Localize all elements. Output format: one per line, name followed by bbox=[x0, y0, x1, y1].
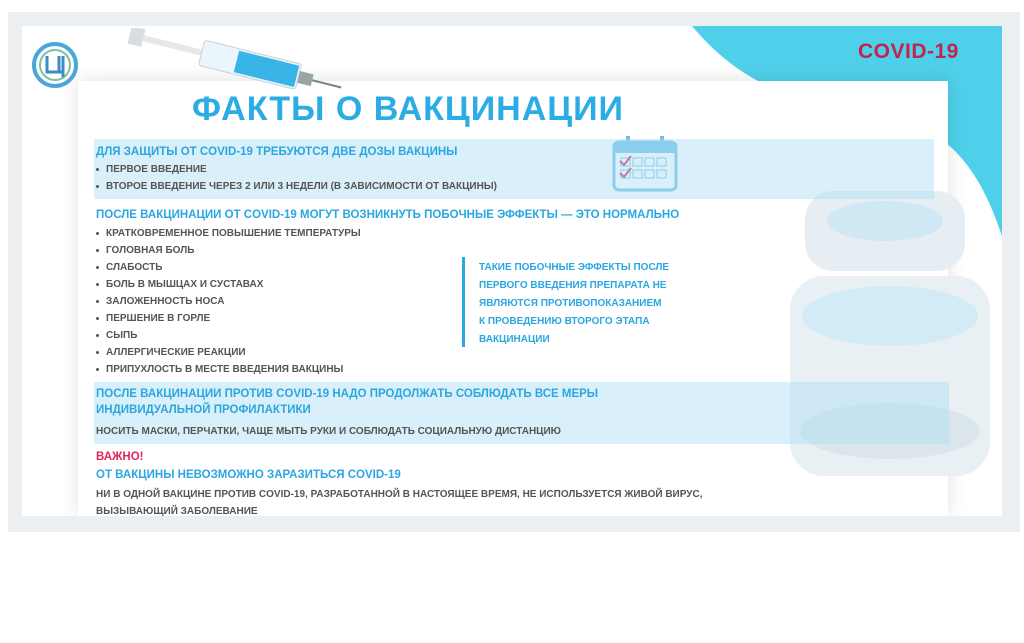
syringe-icon bbox=[117, 28, 347, 93]
list-item: ПЕРШЕНИЕ В ГОРЛЕ bbox=[96, 310, 361, 327]
list-item: ПЕРВОЕ ВВЕДЕНИЕ bbox=[96, 161, 497, 178]
logo-icon bbox=[32, 42, 78, 88]
no-infection-heading: ОТ ВАКЦИНЫ НЕВОЗМОЖНО ЗАРАЗИТЬСЯ COVID-19 bbox=[96, 469, 401, 481]
note-line: ЯВЛЯЮТСЯ ПРОТИВОПОКАЗАНИЕМ bbox=[479, 298, 662, 309]
list-item: ГОЛОВНАЯ БОЛЬ bbox=[96, 242, 361, 259]
note-line: ПЕРВОГО ВВЕДЕНИЯ ПРЕПАРАТА НЕ bbox=[479, 280, 667, 291]
list-item: АЛЛЕРГИЧЕСКИЕ РЕАКЦИИ bbox=[96, 344, 361, 361]
no-infection-text: НИ В ОДНОЙ ВАКЦИНЕ ПРОТИВ COVID-19, РАЗРАБОТАННОЙ В НАСТОЯЩЕЕ ВРЕМЯ, НЕ ИСПОЛЬЗУЕТСЯ ЖИВОЙ ВИРУС, ВЫЗЫВАЮЩИЙ ЗАБОЛЕВАНИЕ bbox=[96, 489, 703, 516]
note-line: К ПРОВЕДЕНИЮ ВТОРОГО ЭТАПА bbox=[479, 316, 650, 327]
infographic-card bbox=[22, 26, 1002, 516]
side-effects-list bbox=[96, 225, 361, 378]
covid-badge: COVID-19 bbox=[858, 40, 959, 63]
prevention-heading: ПОСЛЕ ВАКЦИНАЦИИ ПРОТИВ COVID-19 НАДО ПРОДОЛЖАТЬ СОБЛЮДАТЬ ВСЕ МЕРЫ ИНДИВИДУАЛЬНОЙ ПРОФИЛАКТИКИ bbox=[96, 388, 599, 416]
list-item: СЫПЬ bbox=[96, 327, 361, 344]
list-item: КРАТКОВРЕМЕННОЕ ПОВЫШЕНИЕ ТЕМПЕРАТУРЫ bbox=[96, 225, 361, 242]
doses-heading: ДЛЯ ЗАЩИТЫ ОТ COVID-19 ТРЕБУЮТСЯ ДВЕ ДОЗЫ ВАКЦИНЫ bbox=[96, 146, 458, 158]
prevention-text: НОСИТЬ МАСКИ, ПЕРЧАТКИ, ЧАЩЕ МЫТЬ РУКИ И СОБЛЮДАТЬ СОЦИАЛЬНУЮ ДИСТАНЦИЮ bbox=[96, 426, 561, 437]
list-item: СЛАБОСТЬ bbox=[96, 259, 361, 276]
list-item: БОЛЬ В МЫШЦАХ И СУСТАВАХ bbox=[96, 276, 361, 293]
side-effects-note bbox=[462, 257, 709, 347]
page-title: ФАКТЫ О ВАКЦИНАЦИИ bbox=[192, 90, 624, 128]
vaccine-jar-illustration bbox=[790, 181, 1000, 511]
side-effects-heading: ПОСЛЕ ВАКЦИНАЦИИ ОТ COVID-19 МОГУТ ВОЗНИКНУТЬ ПОБОЧНЫЕ ЭФФЕКТЫ — ЭТО НОРМАЛЬНО bbox=[96, 209, 680, 221]
list-item: ПРИПУХЛОСТЬ В МЕСТЕ ВВЕДЕНИЯ ВАКЦИНЫ bbox=[96, 361, 361, 378]
note-line: ТАКИЕ ПОБОЧНЫЕ ЭФФЕКТЫ ПОСЛЕ bbox=[479, 262, 670, 273]
important-label: ВАЖНО! bbox=[96, 451, 144, 463]
note-line: ВАКЦИНАЦИИ bbox=[479, 334, 550, 345]
list-item: ВТОРОЕ ВВЕДЕНИЕ ЧЕРЕЗ 2 ИЛИ 3 НЕДЕЛИ (В ЗАВИСИМОСТИ ОТ ВАКЦИНЫ) bbox=[96, 178, 497, 195]
doses-list bbox=[96, 161, 497, 195]
list-item: ЗАЛОЖЕННОСТЬ НОСА bbox=[96, 293, 361, 310]
